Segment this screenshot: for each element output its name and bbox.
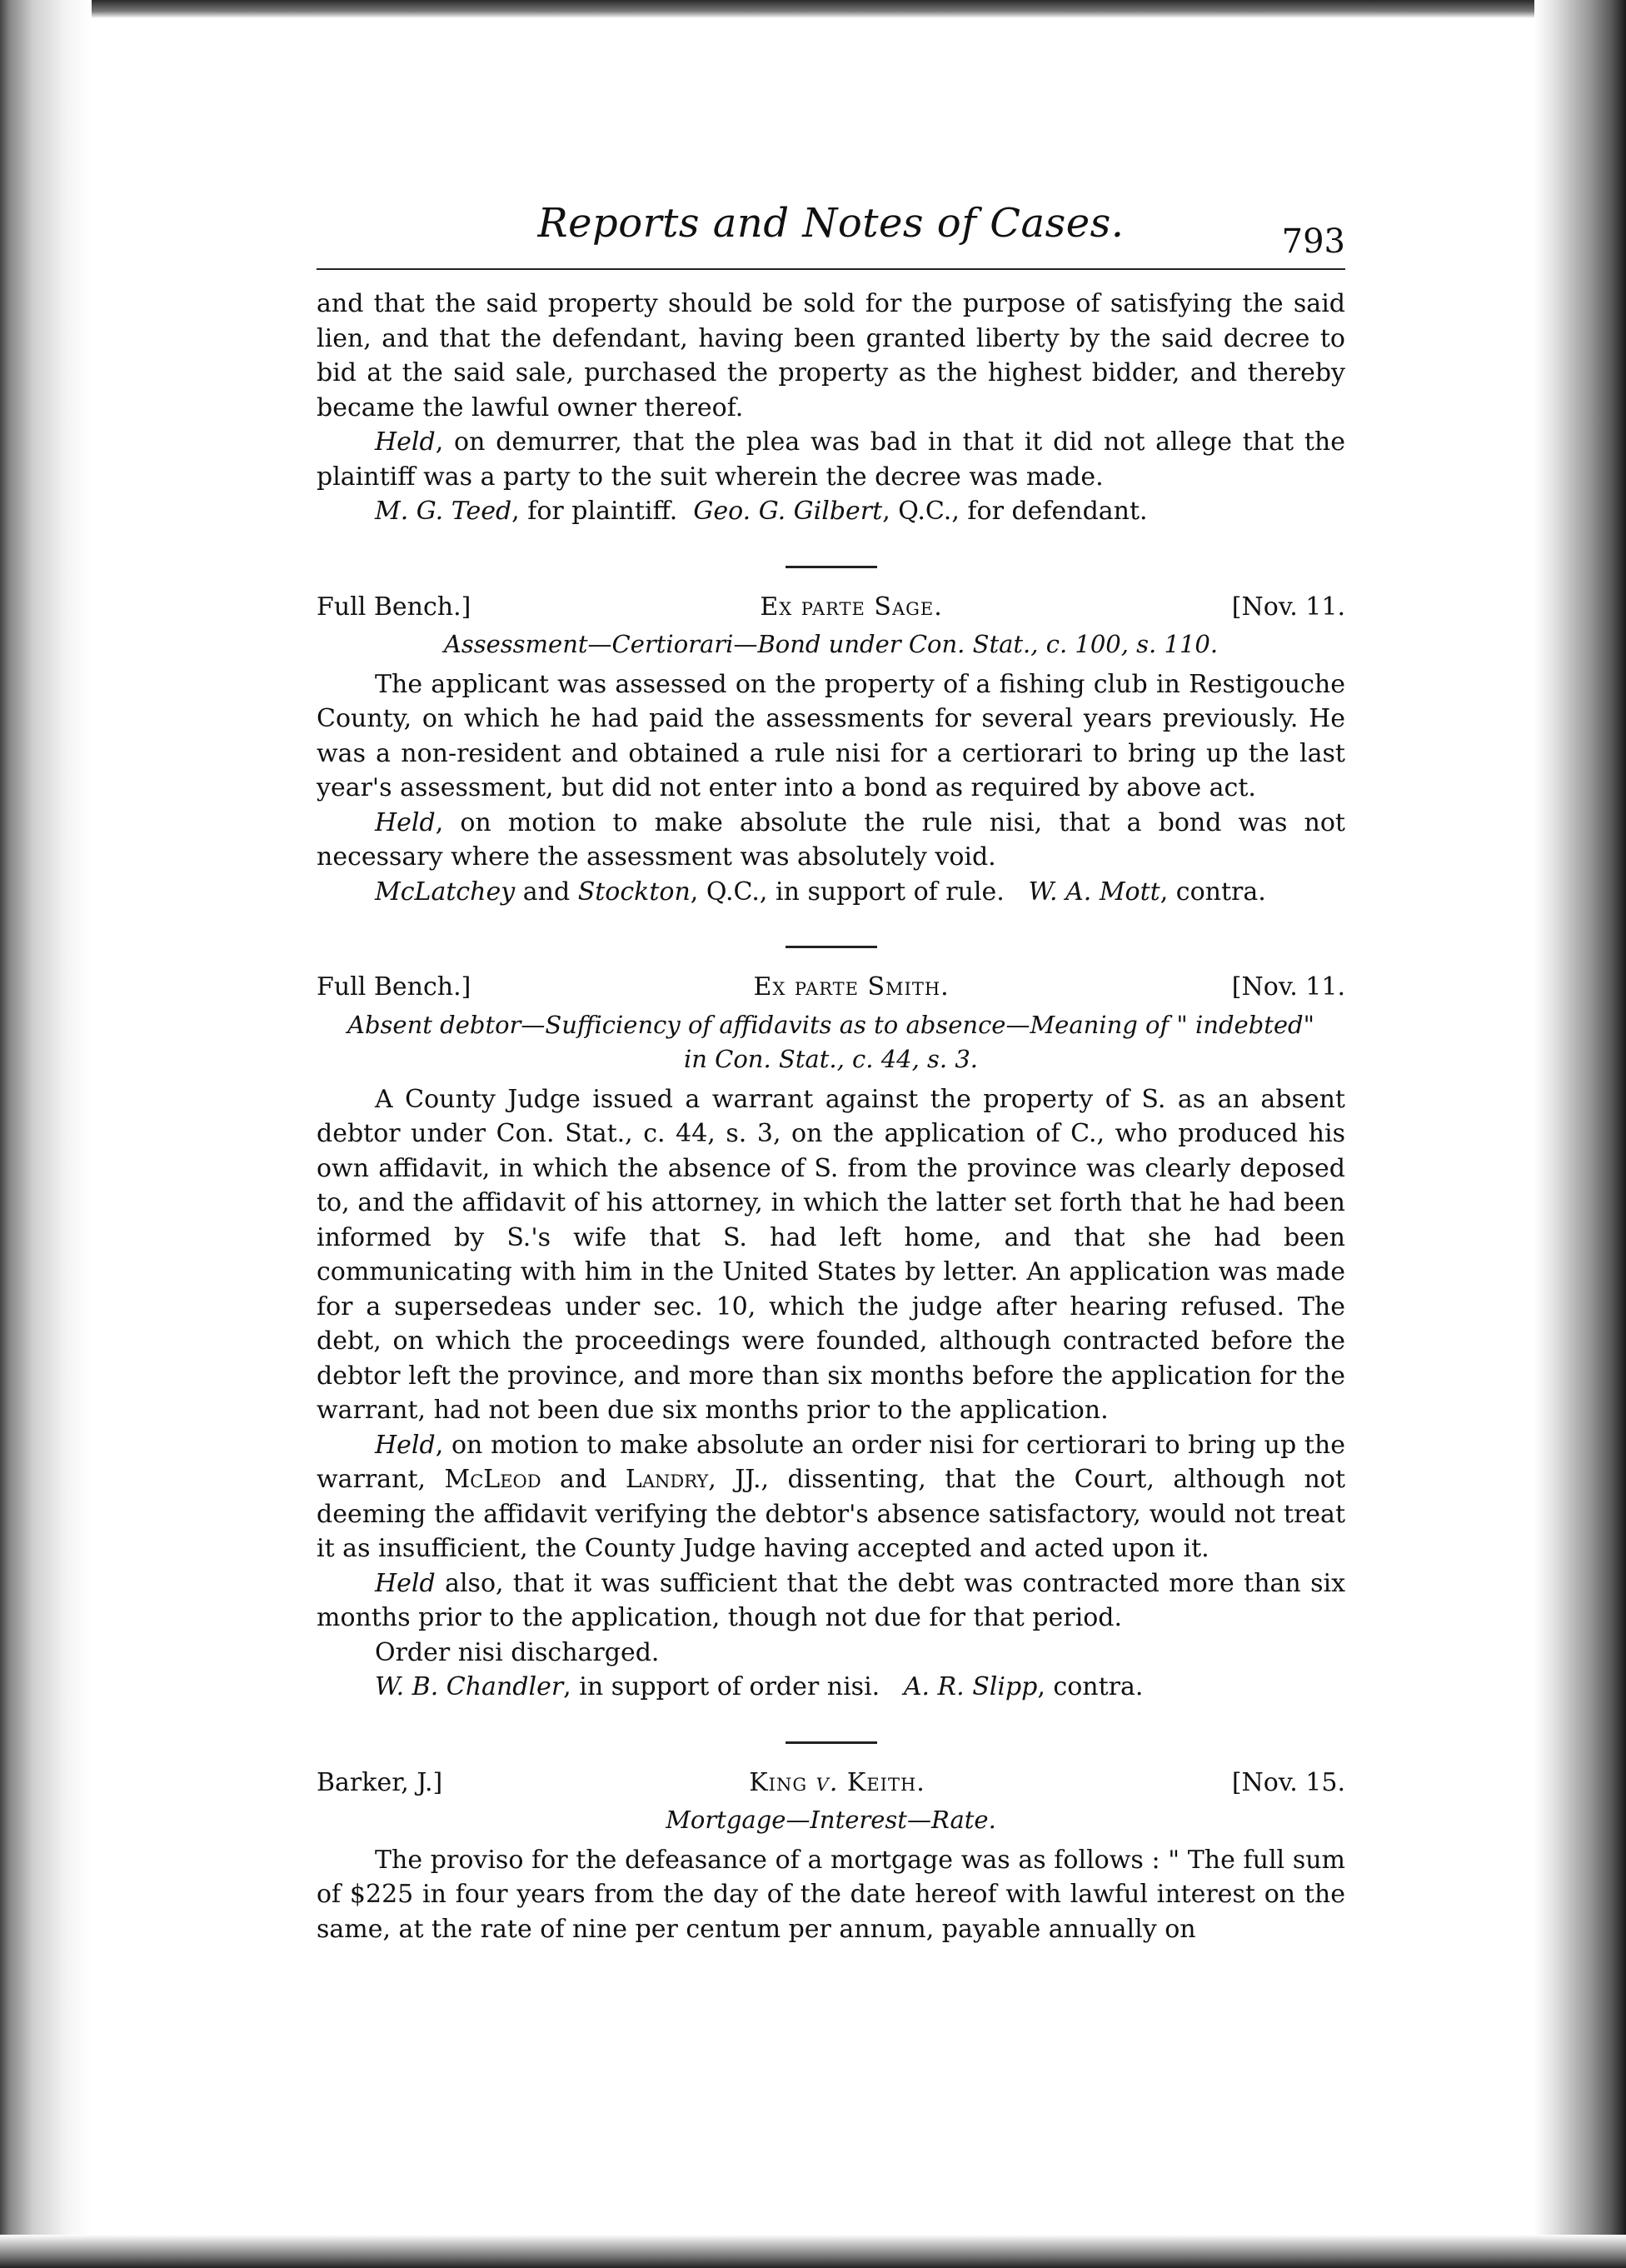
section-divider xyxy=(786,566,877,568)
party-name: King xyxy=(749,1767,808,1797)
scan-top-edge xyxy=(0,0,1626,18)
case-court: Barker, J.] xyxy=(317,1767,443,1797)
case-court: Full Bench.] xyxy=(317,972,471,1002)
held-word: Held xyxy=(375,1568,436,1598)
case-date: [Nov. 15. xyxy=(1231,1767,1345,1797)
scan-right-edge xyxy=(1534,0,1626,2268)
continuation-text: and that the said property should be sold for the purpose of satisfying the said lien, and that the defendant, having been granted liberty by the said decree to bid at the said sale, purchased the property as the highest bidder, and thereby became the lawful owner thereof. xyxy=(317,289,1345,422)
page-content xyxy=(317,287,1345,1946)
section-divider xyxy=(786,1741,877,1744)
case-order: Order nisi discharged. xyxy=(375,1637,660,1667)
scan-left-edge xyxy=(0,0,92,2268)
case-name xyxy=(749,1766,925,1801)
case-held xyxy=(317,1428,1345,1566)
page-number: 793 xyxy=(1281,222,1345,261)
case-facts: A County Judge issued a warrant against the property of S. as an absent debtor under Con. Stat., c. 44, s. 3, on the application of C., who produced his own affidavit, in which the absence of S. from the province was clearly deposed to, and the affidavit of his attorney, in which the latter set forth that he had been informed by S.'s wife that S. had left home, and that she had been communicating with him in the United States by letter. An application was made for a supersedeas under sec. 10, which the judge after hearing refused. The debt, on which the proceedings were founded, although contracted before the debtor left the province, and more than six months before the application for the warrant, had not been due six months prior to the application. xyxy=(317,1084,1345,1425)
counsel-name: M. G. Teed xyxy=(375,497,512,526)
case-court: Full Bench.] xyxy=(317,592,471,622)
counsel-name: McLatchey xyxy=(375,877,516,907)
catchwords-line: in Con. Stat., c. 44, s. 3. xyxy=(683,1045,979,1073)
held-text: , on demurrer, that the plea was bad in that it did not allege that the plaintiff was a party to the suit wherein the decree was made. xyxy=(317,427,1345,492)
case-facts: The proviso for the defeasance of a mortgage was as follows : " The full sum of $225 in four years from the day of the date hereof with lawful interest on the same, at the rate of nine per centum per annum, payable annually on xyxy=(317,1845,1345,1944)
case-facts: The applicant was assessed on the property of a fishing club in Restigouche County, on which he had paid the assessments for several years previously. He was a non-resident and obtained a rule nisi for a certiorari to bring up the last year's assessment, but did not enter into a bond as required by above act. xyxy=(317,669,1345,802)
continuation-held xyxy=(317,425,1345,494)
running-title: Reports and Notes of Cases. xyxy=(537,200,1125,247)
held-text: , JJ., dissenting, that the Court, although not deeming the affidavit verifying the debtor's absence satisfactory, would not treat it as insufficient, the County Judge having accepted and acted upon it. xyxy=(317,1465,1345,1563)
case-name: Ex parte Smith. xyxy=(753,972,950,1002)
judge-name: McLeod xyxy=(444,1465,541,1494)
held-text: also, that it was sufficient that the debt was contracted more than six months prior to the application, though not due for that period. xyxy=(317,1568,1345,1632)
counsel-role: , contra. xyxy=(1160,877,1266,907)
held-text: , on motion to make absolute the rule nisi, that a bond was not necessary where the assessment was absolutely void. xyxy=(317,807,1345,872)
case-name: Ex parte Sage. xyxy=(760,592,943,622)
case-header xyxy=(317,1766,1345,1801)
case-date: [Nov. 11. xyxy=(1231,592,1345,622)
counsel-role: , in support of order nisi. xyxy=(563,1672,880,1701)
section-divider xyxy=(786,946,877,948)
case-catchwords xyxy=(317,1008,1345,1077)
counsel-role: , Q.C., in support of rule. xyxy=(690,877,1005,907)
counsel-name: W. B. Chandler xyxy=(375,1672,564,1701)
case-catchwords: Mortgage—Interest—Rate. xyxy=(666,1806,996,1834)
counsel-name: A. R. Slipp xyxy=(903,1672,1038,1701)
case-held xyxy=(317,806,1345,875)
page xyxy=(317,200,1345,1946)
case-held-also xyxy=(317,1566,1345,1636)
counsel-role: , contra. xyxy=(1037,1672,1144,1701)
party-name: Keith. xyxy=(846,1767,925,1797)
catchwords-line: Absent debtor—Sufficiency of affidavits as to absence—Meaning of " indebted" xyxy=(347,1010,1314,1039)
counsel-name: Geo. G. Gilbert xyxy=(693,497,883,526)
held-text: , on motion to make absolute an order nisi for certiorari to bring up the warrant, xyxy=(317,1430,1345,1494)
case-date: [Nov. 11. xyxy=(1231,972,1345,1002)
held-word: Held xyxy=(375,807,436,837)
counsel-role: , Q.C., for defendant. xyxy=(882,497,1148,526)
case-counsel xyxy=(317,875,1345,910)
counsel-conj: and xyxy=(515,877,578,907)
running-head xyxy=(317,200,1345,270)
counsel-name: Stockton xyxy=(577,877,691,907)
held-text: and xyxy=(541,1465,626,1494)
held-word: Held xyxy=(375,1430,436,1460)
counsel-role: , for plaintiff. xyxy=(511,497,678,526)
case-catchwords: Assessment—Certiorari—Bond under Con. Stat., c. 100, s. 110. xyxy=(443,630,1219,658)
case-header xyxy=(317,970,1345,1005)
case-header xyxy=(317,590,1345,625)
counsel-name: W. A. Mott xyxy=(1028,877,1160,907)
scan-bottom-edge xyxy=(0,2235,1626,2268)
case-counsel xyxy=(317,1670,1345,1705)
versus: v. xyxy=(807,1767,847,1797)
continuation-counsel xyxy=(317,494,1345,529)
held-word: Held xyxy=(375,427,436,457)
judge-name: Landry xyxy=(625,1465,709,1494)
